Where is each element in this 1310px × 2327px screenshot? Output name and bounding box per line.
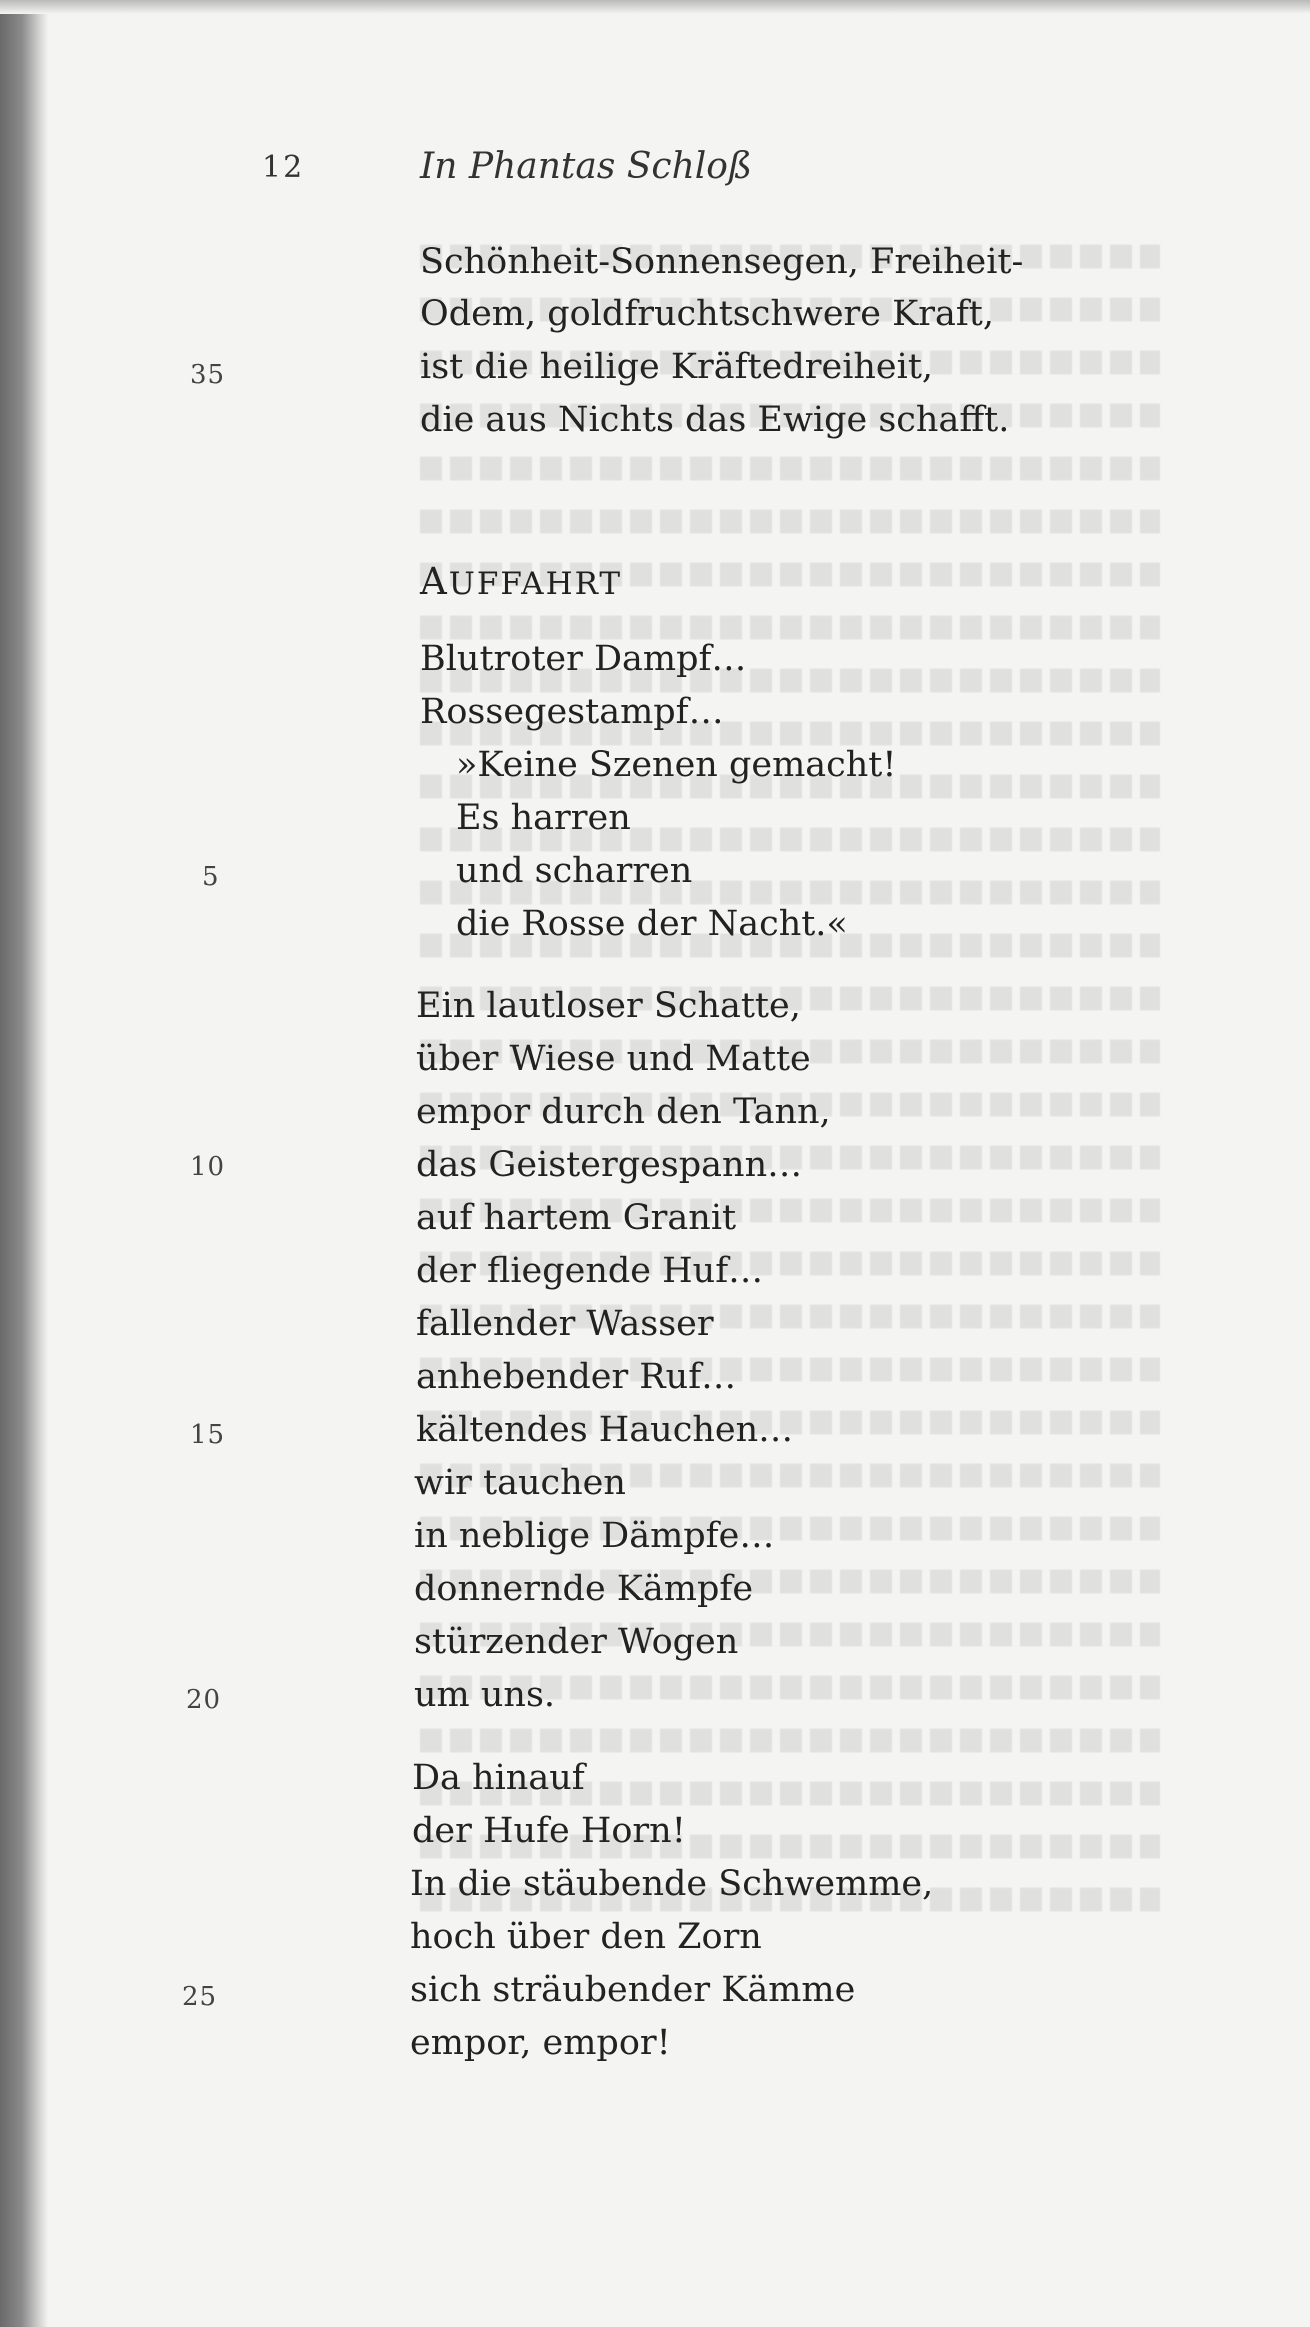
line-number: 5 xyxy=(202,862,220,892)
line-number: 15 xyxy=(190,1420,226,1450)
verse-line: wir tauchen xyxy=(414,1463,626,1503)
verse-line: anhebender Ruf… xyxy=(416,1357,737,1397)
verse-line: auf hartem Granit xyxy=(416,1198,737,1238)
line-number: 25 xyxy=(182,1982,218,2012)
verse-line: Rossegestampf… xyxy=(420,692,724,732)
verse-line: Ein lautloser Schatte, xyxy=(416,986,801,1026)
verse-line: Da hinauf xyxy=(412,1758,585,1798)
verse-line: und scharren xyxy=(456,851,693,891)
verse-line: Odem, goldfruchtschwere Kraft, xyxy=(420,294,994,334)
verse-line: Es harren xyxy=(456,798,631,838)
verse-line: Schönheit-Sonnensegen, Freiheit- xyxy=(420,242,1024,282)
verse-line: »Keine Szenen gemacht! xyxy=(456,745,897,785)
poem-title-rest: UFFAHRT xyxy=(448,566,623,602)
verse-line: hoch über den Zorn xyxy=(410,1917,762,1957)
verse-line: stürzender Wogen xyxy=(414,1622,739,1662)
verse-line: über Wiese und Matte xyxy=(416,1039,811,1079)
verse-line: der Hufe Horn! xyxy=(412,1811,686,1851)
page-number: 12 xyxy=(262,150,305,185)
verse-line: donnernde Kämpfe xyxy=(414,1569,754,1609)
verse-line: empor durch den Tann, xyxy=(416,1092,831,1132)
verse-line: der fliegende Huf… xyxy=(416,1251,764,1291)
verse-line: fallender Wasser xyxy=(416,1304,714,1344)
verse-line: ist die heilige Kräftedreiheit, xyxy=(420,347,934,387)
line-number: 10 xyxy=(190,1152,226,1182)
page-top-edge xyxy=(0,0,1310,14)
verse-line: in neblige Dämpfe… xyxy=(414,1516,775,1556)
verse-line: die Rosse der Nacht.« xyxy=(456,904,848,944)
book-spine-shadow xyxy=(0,0,48,2327)
verse-line: Blutroter Dampf… xyxy=(420,639,747,679)
verse-line: um uns. xyxy=(414,1675,556,1715)
poem-title xyxy=(420,560,622,603)
verse-line: sich sträubender Kämme xyxy=(410,1970,856,2010)
verse-line: In die stäubende Schwemme, xyxy=(410,1864,934,1904)
verse-line: kältendes Hauchen… xyxy=(416,1410,794,1450)
line-number: 35 xyxy=(190,360,226,390)
poem-title-initial: A xyxy=(420,560,449,603)
running-title: In Phantas Schloß xyxy=(420,146,752,187)
line-number: 20 xyxy=(186,1685,222,1715)
verse-line: empor, empor! xyxy=(410,2023,671,2063)
verse-line: die aus Nichts das Ewige schafft. xyxy=(420,400,1010,440)
verse-line: das Geistergespann… xyxy=(416,1145,803,1185)
